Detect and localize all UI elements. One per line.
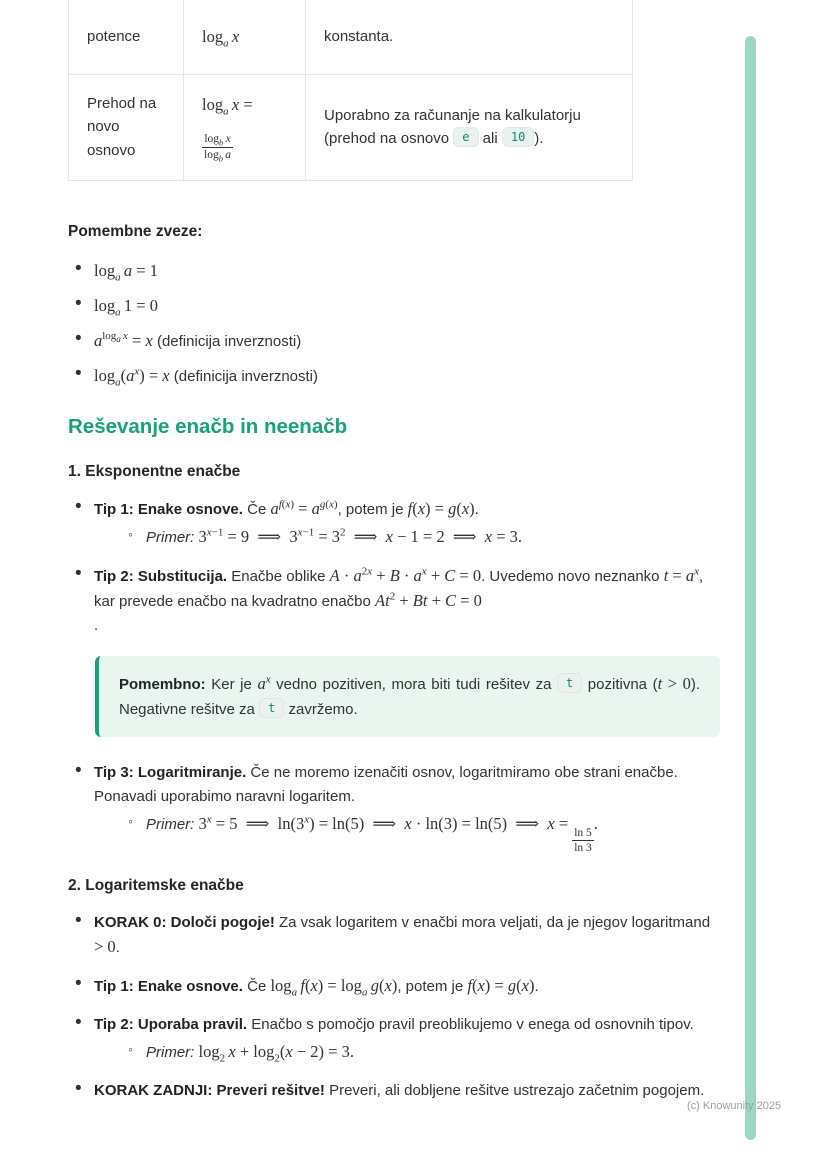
list-item-primer xyxy=(126,812,720,856)
list-item-text: • KORAK 0: Določi pogoje! Za vsak logaritem v enačbi mora veljati, da je njegov logaritmand > 0. xyxy=(94,914,711,957)
list-item-tip1 xyxy=(68,497,720,550)
list-item-text: • Tip 3: Logaritmiranje. Če ne moremo izenačiti osnov, logaritmiramo obe strani enačbe. Ponavadi uporabimo naravni logaritem. xyxy=(94,763,678,805)
list-item-text: ◦ Primer: $\log_2 x + \log_2(x - 2) = 3$. xyxy=(146,1042,354,1065)
list-item-korak-zadnji xyxy=(68,1079,720,1103)
list-item-korak0 xyxy=(68,911,720,960)
heading-resevanje: Reševanje enačb in neenačb xyxy=(68,414,348,438)
list-item-text: • Tip 2: Uporaba pravil. Enačbo s pomočjo pravil preoblikujemo v enega od osnovnih tipov. xyxy=(94,1016,694,1034)
table-row-prehod xyxy=(69,74,633,180)
callout-text: Pomembno: Ker je $a^x$ vedno pozitiven, mora biti tudi rešitev za t pozitivna (t > 0). Negativne rešitve za t zavržemo. xyxy=(119,673,700,718)
code-chip-t: t xyxy=(557,673,582,693)
list-item-text: • KORAK ZADNJI: Preveri rešitve! Preveri, ali dobljene rešitve ustrezajo začetnim pogojem. xyxy=(94,1082,705,1100)
log-rules-table xyxy=(68,0,633,181)
table-cell-name: Prehod na novo osnovo xyxy=(69,74,184,180)
table-cell-note: Uporabno za računanje na kalkulatorju (prehod na osnovo e ali 10 ). xyxy=(306,74,633,180)
list-item-tip2 xyxy=(68,564,720,638)
important-callout xyxy=(95,656,720,737)
copyright: (c) Knowunity 2025 xyxy=(687,1100,782,1112)
list-item-text: • $\log_a(a^x) = x$ (definicija inverznosti) xyxy=(94,365,319,388)
code-chip-10: 10 xyxy=(502,127,534,147)
right-scroll-indicator[interactable] xyxy=(745,36,756,1140)
code-chip-e: e xyxy=(453,127,478,147)
list-item-text: • Tip 1: Enake osnove. Če $\log_a f(x) = \log_a g(x)$, potem je f(x) = g(x). xyxy=(94,976,539,999)
list-item-text: • $\log_a a = 1$ xyxy=(94,260,158,283)
list-item-primer xyxy=(126,1040,720,1065)
list-item-tip3 xyxy=(68,761,720,856)
list-item xyxy=(68,294,720,319)
table-cell-note: konstanta. xyxy=(306,0,633,74)
table-cell-formula: $\log_a x$ = $\frac{\log_b x}{\log_b a}$ xyxy=(184,74,306,180)
list-item-text: • $\log_a 1 = 0$ xyxy=(94,295,158,318)
heading-eksponentne: 1. Eksponentne enačbe xyxy=(68,462,241,480)
list-item-text: • $a^{log_a x} = x$ (definicija inverznosti) xyxy=(94,330,302,350)
list-item-text: ◦ Primer: $3^{x-1} = 9$ ⟹ $3^{x-1} = 3^2$ ⟹ x − 1 = 2 ⟹ x = 3. xyxy=(146,526,523,546)
list-item-primer xyxy=(126,525,720,550)
list-item-ltip1 xyxy=(68,974,720,999)
list-item-text: ◦ Primer: $3^x = 5$ ⟹ $\ln(3^x) = \ln(5)$ ⟹ x · ln(3) = ln(5) ⟹ x = $\frac{\ln 5}{\ln 3}$ . xyxy=(146,813,598,854)
list-item xyxy=(68,329,720,354)
heading-logaritemske: 2. Logaritemske enačbe xyxy=(68,877,244,895)
table-cell-formula: $\log_a x$ xyxy=(184,0,306,74)
heading-pomembne-zveze: Pomembne zveze: xyxy=(68,222,203,240)
table-cell-name: potence xyxy=(69,0,184,74)
table-row-potence xyxy=(69,0,633,74)
list-item xyxy=(68,364,720,389)
list-item xyxy=(68,259,720,284)
content-column xyxy=(68,0,720,1103)
list-item-text: • Tip 1: Enake osnove. Če $a^{f(x)} = a^{g(x)}$, potem je f(x) = g(x). xyxy=(94,498,479,518)
list-item-ltip2 xyxy=(68,1013,720,1065)
list-item-text: • Tip 2: Substitucija. Enačbe oblike $A \cdot a^{2x} + B \cdot a^x + C = 0$. Uvedemo novo neznanko $t = a^x$, kar prevede enačbo na kvadratno enačbo $At^2 + Bt + C = 0$ . xyxy=(94,565,704,634)
code-chip-t: t xyxy=(259,698,284,718)
